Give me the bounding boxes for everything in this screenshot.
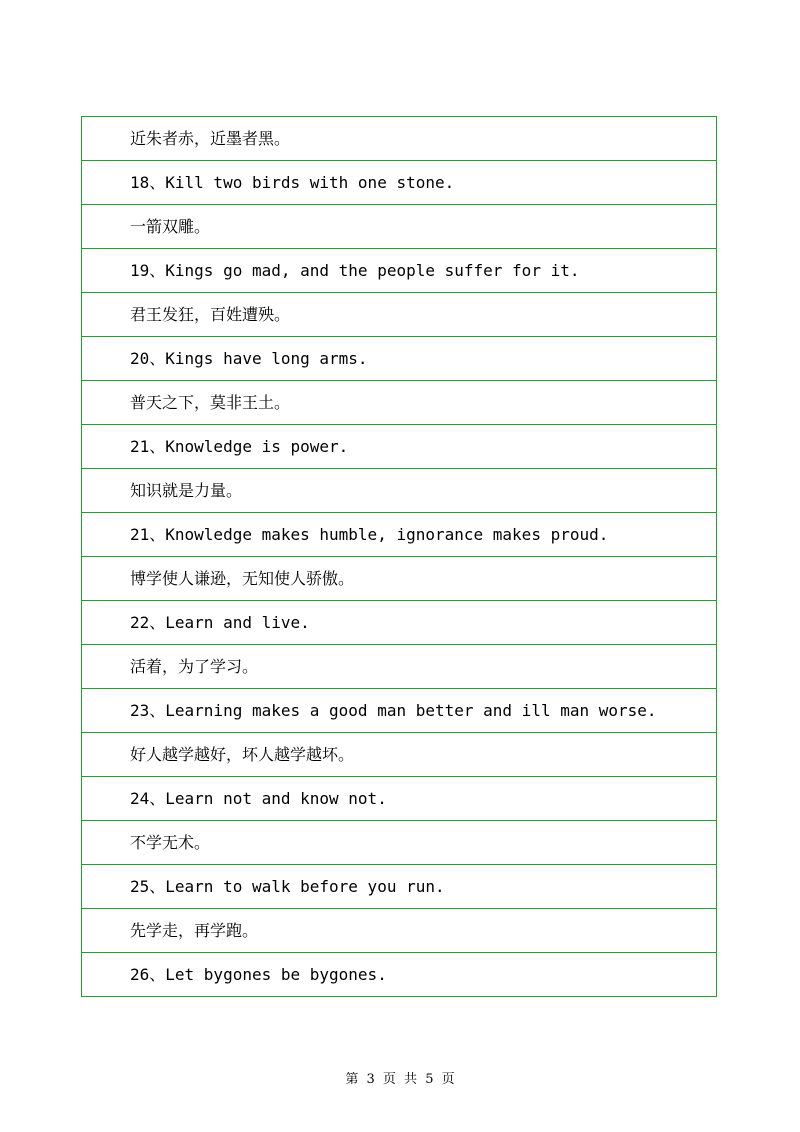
table-cell-translation: 活着，为了学习。: [82, 645, 717, 689]
table-row: [82, 865, 717, 909]
table-cell-translation: 近朱者赤，近墨者黑。: [82, 117, 717, 161]
table-row: [82, 249, 717, 293]
table-row: [82, 117, 717, 161]
table-row: [82, 909, 717, 953]
table-row: [82, 425, 717, 469]
page-number-footer: 第 3 页 共 5 页: [345, 1072, 455, 1087]
proverb-table: [81, 116, 717, 997]
table-row: [82, 337, 717, 381]
table-row: [82, 821, 717, 865]
table-row: [82, 381, 717, 425]
table-row: [82, 513, 717, 557]
table-cell-translation: 君王发狂，百姓遭殃。: [82, 293, 717, 337]
table-row: [82, 557, 717, 601]
table-cell-proverb: 25、Learn to walk before you run.: [82, 865, 717, 909]
proverb-table-container: [81, 116, 717, 997]
table-row: [82, 689, 717, 733]
table-cell-translation: 博学使人谦逊，无知使人骄傲。: [82, 557, 717, 601]
table-cell-proverb: 26、Let bygones be bygones.: [82, 953, 717, 997]
table-cell-proverb: 23、Learning makes a good man better and ill man worse.: [82, 689, 717, 733]
table-cell-proverb: 18、Kill two birds with one stone.: [82, 161, 717, 205]
table-row: [82, 601, 717, 645]
table-cell-translation: 普天之下，莫非王土。: [82, 381, 717, 425]
table-cell-proverb: 24、Learn not and know not.: [82, 777, 717, 821]
table-cell-proverb: 20、Kings have long arms.: [82, 337, 717, 381]
table-row: [82, 645, 717, 689]
table-row: [82, 953, 717, 997]
table-cell-proverb: 21、Knowledge makes humble, ignorance makes proud.: [82, 513, 717, 557]
table-cell-translation: 先学走，再学跑。: [82, 909, 717, 953]
table-cell-translation: 一箭双雕。: [82, 205, 717, 249]
table-row: [82, 293, 717, 337]
table-cell-proverb: 22、Learn and live.: [82, 601, 717, 645]
table-row: [82, 469, 717, 513]
table-cell-translation: 不学无术。: [82, 821, 717, 865]
table-cell-proverb: 19、Kings go mad, and the people suffer for it.: [82, 249, 717, 293]
table-row: [82, 777, 717, 821]
table-row: [82, 733, 717, 777]
table-cell-translation: 知识就是力量。: [82, 469, 717, 513]
table-cell-proverb: 21、Knowledge is power.: [82, 425, 717, 469]
table-row: [82, 161, 717, 205]
table-cell-translation: 好人越学越好，坏人越学越坏。: [82, 733, 717, 777]
table-row: [82, 205, 717, 249]
